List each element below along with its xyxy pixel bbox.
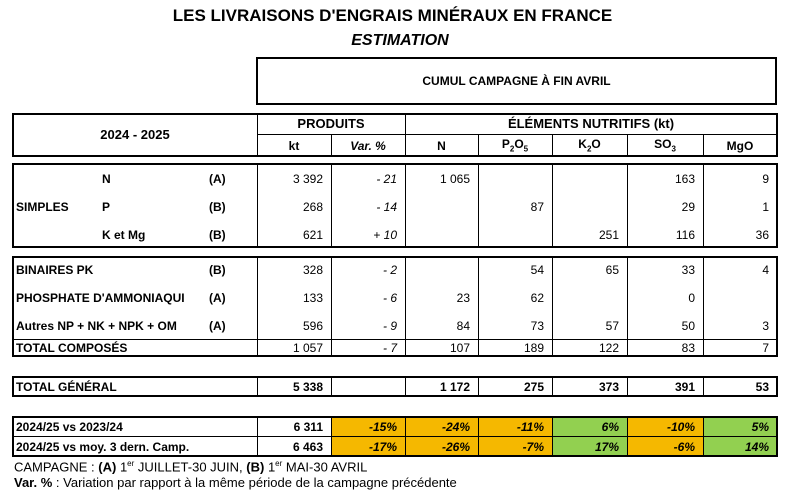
cell-var: - 6: [382, 291, 397, 305]
cell-p2o5: 62: [530, 291, 544, 305]
row-name: K et Mg: [102, 228, 146, 242]
cell-p2o5: -7%: [522, 440, 544, 454]
row-code: (B): [209, 200, 226, 214]
header-elements: ÉLÉMENTS NUTRITIFS (kt): [507, 116, 675, 131]
cell-kt: 1 057: [292, 341, 323, 355]
row-name: PHOSPHATE D'AMMONIAQUI: [16, 291, 185, 305]
cell-p2o5: 87: [530, 200, 544, 214]
cell-kt: 133: [302, 291, 323, 305]
row-name: BINAIRES PK: [16, 263, 94, 277]
row-code: (A): [209, 291, 226, 305]
cell-kt: 268: [302, 200, 323, 214]
cell-mgo: 53: [755, 380, 769, 394]
cell-n: 1 065: [439, 172, 470, 186]
cell-var: - 2: [382, 263, 397, 277]
row-code: (B): [209, 228, 226, 242]
cell-n: -26%: [441, 440, 470, 454]
cell-mgo: 5%: [751, 420, 769, 434]
cell-n: -24%: [441, 420, 470, 434]
campaign-header: CUMUL CAMPAGNE À FIN AVRIL: [422, 74, 611, 88]
cell-kt: 6 463: [292, 440, 323, 454]
footer-campaign-note: CAMPAGNE : (A) 1er JUILLET-30 JUIN, (B) 1er MAI-30 AVRIL: [14, 459, 368, 475]
cell-mgo: 14%: [744, 440, 769, 454]
cell-n: 23: [456, 291, 470, 305]
cell-p2o5: -11%: [516, 420, 544, 434]
cell-so3: 50: [681, 319, 695, 333]
header-mgo: MgO: [726, 139, 754, 153]
cell-kt: 5 338: [292, 380, 323, 394]
cell-p2o5: 189: [523, 341, 544, 355]
cell-var: + 10: [373, 228, 397, 242]
cell-var: - 7: [382, 341, 397, 355]
cell-kt: 621: [302, 228, 323, 242]
header-so3: $SO_3$: [654, 137, 676, 154]
cell-so3: -6%: [673, 440, 695, 454]
cell-kt: 596: [302, 319, 323, 333]
cell-kt: 3 392: [292, 172, 323, 186]
header-n: N: [437, 139, 446, 153]
cell-k2o: 251: [598, 228, 619, 242]
header-kt: kt: [288, 139, 300, 153]
row-code: (A): [209, 172, 226, 186]
cell-k2o: 17%: [594, 440, 619, 454]
cell-so3: 83: [681, 341, 695, 355]
header-produits: PRODUITS: [297, 116, 365, 131]
cell-k2o: 57: [605, 319, 619, 333]
cell-var: -17%: [368, 440, 397, 454]
row-name: P: [102, 200, 111, 214]
cell-mgo: 9: [762, 172, 769, 186]
row-name: 2024/25 vs 2023/24: [16, 420, 123, 434]
cell-var: - 9: [382, 319, 397, 333]
row-name: N: [102, 172, 111, 186]
cell-mgo: 36: [755, 228, 769, 242]
cell-so3: 116: [675, 228, 695, 242]
page-subtitle: ESTIMATION: [351, 32, 449, 49]
cell-n: 107: [449, 341, 470, 355]
header-k2o: $K_2O$: [578, 137, 601, 154]
row-name: 2024/25 vs moy. 3 dern. Camp.: [16, 440, 190, 454]
cell-k2o: 122: [598, 341, 619, 355]
header-var: Var. %: [350, 139, 386, 153]
cell-var: -15%: [368, 420, 397, 434]
header-p2o5: $P_2O_5$: [501, 137, 529, 154]
cell-mgo: 4: [762, 263, 769, 277]
cell-var: - 21: [376, 172, 397, 186]
simples-label: SIMPLES: [16, 200, 69, 214]
cell-so3: 29: [681, 200, 695, 214]
cell-var: - 14: [376, 200, 397, 214]
cell-so3: 33: [681, 263, 695, 277]
row-name: TOTAL COMPOSÉS: [16, 341, 128, 355]
cell-so3: -10%: [666, 420, 695, 434]
footer-var-note: Var. % : Variation par rapport à la même période de la campagne précédente: [14, 475, 457, 490]
cell-p2o5: 275: [523, 380, 544, 394]
page-title: LES LIVRAISONS D'ENGRAIS MINÉRAUX EN FRANCE: [172, 6, 613, 25]
cell-k2o: 65: [605, 263, 619, 277]
row-code: (A): [209, 319, 226, 333]
cell-n: 84: [456, 319, 470, 333]
cell-k2o: 373: [598, 380, 619, 394]
cell-p2o5: 54: [530, 263, 544, 277]
cell-mgo: 3: [762, 319, 769, 333]
cell-mgo: 1: [762, 200, 769, 214]
cell-kt: 6 311: [293, 420, 323, 434]
cell-so3: 391: [674, 380, 695, 394]
period-label: 2024 - 2025: [100, 127, 170, 142]
cell-p2o5: 73: [530, 319, 544, 333]
cell-so3: 163: [674, 172, 695, 186]
cell-mgo: 7: [762, 341, 769, 355]
row-name: TOTAL GÉNÉRAL: [16, 380, 117, 394]
cell-so3: 0: [688, 291, 695, 305]
row-name: Autres NP + NK + NPK + OM: [16, 319, 177, 333]
cell-kt: 328: [302, 263, 323, 277]
cell-k2o: 6%: [601, 420, 619, 434]
row-code: (B): [209, 263, 226, 277]
cell-n: 1 172: [439, 380, 470, 394]
